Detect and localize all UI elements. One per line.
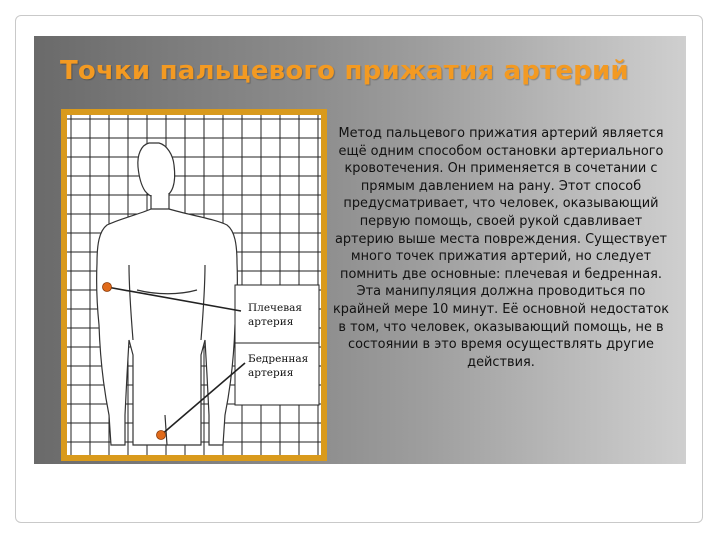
human-figure — [97, 143, 238, 445]
label-brachial-line2: артерия — [248, 316, 294, 328]
torso-shape — [97, 209, 238, 445]
brachial-point-marker — [103, 283, 112, 292]
label-brachial-line1: Плечевая — [248, 302, 302, 314]
label-femoral-line1: Бедренная — [248, 353, 309, 365]
femoral-point-marker — [157, 431, 166, 440]
figure-illustration — [67, 115, 321, 455]
head-shape — [138, 143, 175, 198]
slide-title: Точки пальцевого прижатия артерий — [60, 56, 629, 86]
slide-body-text: Метод пальцевого прижатия артерий является ещё одним способом остановки артериального кровотечения. Он применяется в сочетании с прямым давлением на рану. Этот способ предусматривает, что человек, оказывающий первую помощь, своей рукой сдавливает артерию выше места повреждения. Существует много точек прижатия артерий, но следует помнить две основные: плечевая и бедренная. Эта манипуляция должна проводиться по крайней мере 10 минут. Её основной недостаток в том, что человек, оказывающий помощь, не в состоянии в это время осуществлять другие действия. — [333, 126, 669, 370]
figure-svg — [67, 115, 321, 455]
label-femoral-line2: артерия — [248, 367, 294, 379]
figure-frame — [61, 109, 327, 461]
